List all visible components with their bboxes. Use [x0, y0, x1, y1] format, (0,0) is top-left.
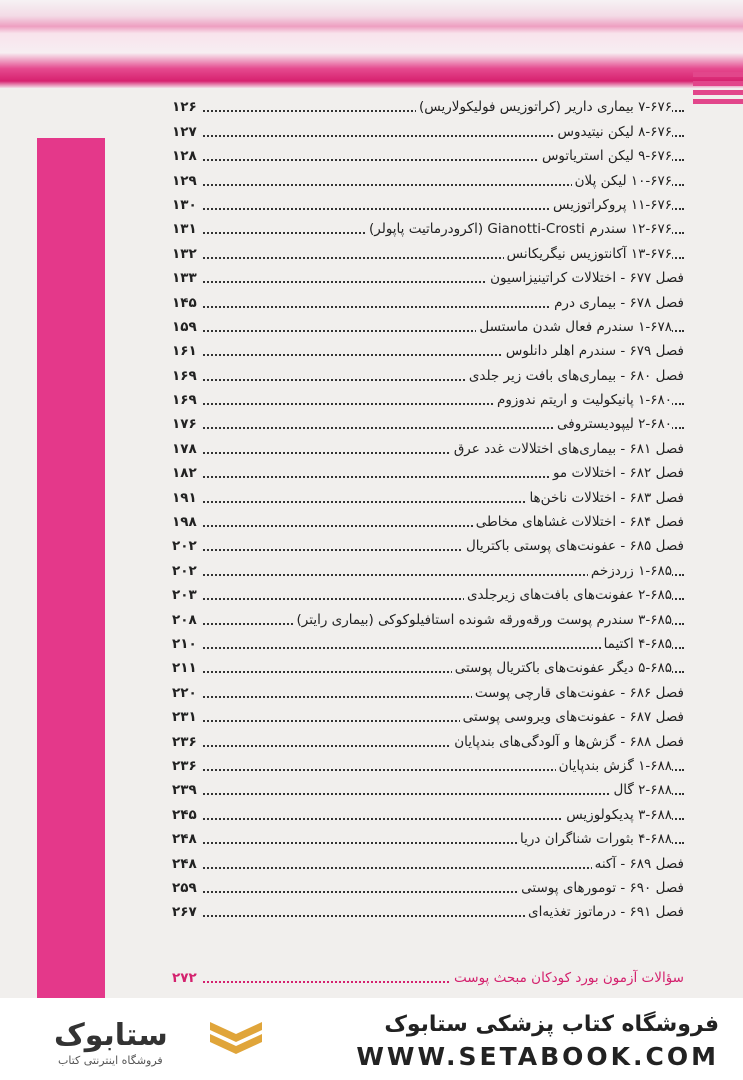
- toc-entry-title: ۴-۶۸۸ بثورات شناگران دریا: [517, 831, 672, 847]
- toc-entry-page: ۲۵۹: [172, 880, 201, 896]
- header-band: [0, 0, 743, 88]
- toc-row: [172, 142, 684, 166]
- toc-row: [172, 556, 684, 580]
- toc-entry-title: ۳-۶۸۸ پدیکولوزیس: [563, 807, 672, 823]
- toc-entry-page: ۲۳۶: [172, 734, 201, 750]
- toc-entry-title: فصل ۶۸۸ - گزش‌ها و آلودگی‌های بندپایان: [451, 734, 684, 750]
- toc-row: [172, 410, 684, 434]
- toc-entry-title: فصل ۶۷۷ - اختلالات کراتینیزاسیون: [487, 270, 684, 286]
- toc-entry-page: ۱۹۱: [172, 490, 201, 506]
- shop-url[interactable]: WWW.SETABOOK.COM: [356, 1042, 719, 1071]
- toc-entry-title: فصل ۶۸۳ - اختلالات ناخن‌ها: [526, 490, 684, 506]
- toc-row: [172, 630, 684, 654]
- toc-entry-title: فصل ۶۸۲ - اختلالات مو: [550, 465, 684, 481]
- toc-row: [172, 654, 684, 678]
- toc-entry-title: ۴-۶۸۵ اکتیما: [601, 636, 672, 652]
- toc-row: [172, 361, 684, 385]
- logo-subtitle: فروشگاه اینترنتی کتاب: [58, 1054, 163, 1067]
- toc-entry-title: ۱۳-۶۷۶ آکانتوزیس نیگریکانس: [504, 246, 672, 262]
- toc-entry-title: فصل ۶۸۱ - بیماری‌های اختلالات غدد عرق: [451, 441, 684, 457]
- toc-entry-title: ۲-۶۸۵ عفونت‌های بافت‌های زیرجلدی: [464, 587, 672, 603]
- toc-entry-page: ۲۳۹: [172, 782, 201, 798]
- toc-entry-title: ۱-۶۸۰ پانیکولیت و اریتم ندوزوم: [494, 392, 672, 408]
- toc-entry-page: ۲۰۳: [172, 587, 201, 603]
- toc-row: [172, 678, 684, 702]
- decorative-stripes: [693, 72, 743, 118]
- toc-entry-page: ۱۲۷: [172, 124, 201, 140]
- toc-entry-page: ۲۴۵: [172, 807, 201, 823]
- toc-entry-title: ۲-۶۸۸ گال: [610, 782, 672, 798]
- toc-entry-page: ۲۰۸: [172, 612, 201, 628]
- toc-row: [172, 825, 684, 849]
- toc-entry-title: فصل ۶۹۱ - درماتوز تغذیه‌ای: [525, 904, 684, 920]
- toc-entry-page: ۱۶۹: [172, 392, 201, 408]
- toc-row: [172, 849, 684, 873]
- toc-entry-title: فصل ۶۸۶ - عفونت‌های قارچی پوست: [472, 685, 684, 701]
- exam-entry: [172, 966, 684, 988]
- toc-row: [172, 800, 684, 824]
- toc-entry-page: ۱۷۶: [172, 416, 201, 432]
- toc-row: [172, 386, 684, 410]
- toc-row: [172, 166, 684, 190]
- toc-row: [172, 581, 684, 605]
- book-logo-icon: [206, 1012, 266, 1062]
- toc-entry-page: ۱۶۹: [172, 368, 201, 384]
- toc-entry-page: ۲۳۱: [172, 709, 201, 725]
- toc-entry-title: فصل ۶۸۷ - عفونت‌های ویروسی پوستی: [460, 709, 684, 725]
- toc-entry-title: ۸-۶۷۶ لیکن نیتیدوس: [555, 124, 672, 140]
- toc-entry-title: فصل ۶۸۰ - بیماری‌های بافت زیر جلدی: [466, 368, 684, 384]
- toc-entry-page: ۱۳۰: [172, 197, 201, 213]
- toc-row: [172, 727, 684, 751]
- toc-entry-page: ۲۲۰: [172, 685, 201, 701]
- toc-entry-title: ۱-۶۸۸ گزش بندپایان: [556, 758, 672, 774]
- logo-title: ستابوک: [54, 1018, 168, 1053]
- toc-entry-title: فصل ۶۸۴ - اختلالات غشاهای مخاطی: [473, 514, 684, 530]
- toc-entry-page: ۲۱۰: [172, 636, 201, 652]
- toc-row: [172, 239, 684, 263]
- exam-entry-page: ۲۷۲: [172, 970, 201, 986]
- toc-entry-title: ۹-۶۷۶ لیکن استریاتوس: [539, 148, 672, 164]
- toc-row: [172, 337, 684, 361]
- toc-row: [172, 459, 684, 483]
- toc-entry-title: فصل ۶۹۰ - تومورهای پوستی: [518, 880, 684, 896]
- toc-entry-title: ۱۰-۶۷۶ لیکن پلان: [572, 173, 672, 189]
- toc-entry-page: ۱۸۲: [172, 465, 201, 481]
- toc-row: [172, 264, 684, 288]
- toc-entry-page: ۱۲۶: [172, 99, 201, 115]
- shop-name: فروشگاه کتاب پزشکی ستابوک: [384, 1012, 719, 1037]
- toc-entry-page: ۱۲۸: [172, 148, 201, 164]
- toc-row: [172, 752, 684, 776]
- toc-row: [172, 508, 684, 532]
- toc-row: [172, 434, 684, 458]
- toc-entry-title: ۳-۶۸۵ سندرم پوست ورقه‌ورقه شونده استافیلوکوکی (بیماری رایتر): [294, 612, 672, 628]
- toc-row: [172, 532, 684, 556]
- toc-row: [172, 288, 684, 312]
- toc-row: [172, 483, 684, 507]
- toc-row: [172, 874, 684, 898]
- toc-entry-page: ۱۹۸: [172, 514, 201, 530]
- footer: [0, 998, 743, 1080]
- toc-entry-page: ۲۰۲: [172, 538, 201, 554]
- toc-entry-page: ۲۴۸: [172, 856, 201, 872]
- toc-entry-title: ۲-۶۸۰ لیپودیستروفی: [554, 416, 672, 432]
- toc-row: [172, 776, 684, 800]
- toc-entry-page: ۲۶۷: [172, 904, 201, 920]
- toc-entry-page: ۱۳۳: [172, 270, 201, 286]
- toc-row: [172, 605, 684, 629]
- toc-row: [172, 191, 684, 215]
- toc-entry-title: ۱-۶۷۸ سندرم فعال شدن ماستسل: [476, 319, 672, 335]
- toc-entry-page: ۱۷۸: [172, 441, 201, 457]
- logo: [18, 1012, 198, 1070]
- toc-entry-title: ۱۱-۶۷۶ پروکراتوزیس: [550, 197, 672, 213]
- toc-entry-page: ۱۳۱: [172, 221, 201, 237]
- toc-entry-title: ۱۲-۶۷۶ سندرم Gianotti-Crosti (اکرودرماتیت پاپولر): [366, 221, 672, 237]
- toc-entry-page: ۱۶۱: [172, 343, 201, 359]
- toc-entry-page: ۱۵۹: [172, 319, 201, 335]
- dot-leader: [172, 793, 684, 795]
- toc-row: [172, 898, 684, 922]
- table-of-contents: [172, 93, 684, 922]
- toc-entry-title: فصل ۶۸۹ - آکنه: [592, 856, 684, 872]
- toc-entry-page: ۲۱۱: [172, 660, 201, 676]
- toc-row: [172, 313, 684, 337]
- toc-entry-title: فصل ۶۷۸ - بیماری درم: [551, 295, 684, 311]
- toc-entry-title: فصل ۶۷۹ - سندرم اهلر دانلوس: [503, 343, 684, 359]
- toc-row: [172, 117, 684, 141]
- toc-entry-page: ۱۴۵: [172, 295, 201, 311]
- toc-entry-title: ۵-۶۸۵ دیگر عفونت‌های باکتریال پوستی: [452, 660, 672, 676]
- toc-row: [172, 215, 684, 239]
- toc-entry-page: ۲۴۸: [172, 831, 201, 847]
- toc-entry-title: ۱-۶۸۵ زردزخم: [588, 563, 672, 579]
- toc-entry-page: ۲۳۶: [172, 758, 201, 774]
- exam-entry-title: سؤالات آزمون بورد کودکان مبحث پوست: [451, 970, 684, 986]
- toc-entry-title: فصل ۶۸۵ - عفونت‌های پوستی باکتریال: [463, 538, 684, 554]
- toc-row: [172, 703, 684, 727]
- toc-entry-page: ۲۰۲: [172, 563, 201, 579]
- side-color-bar: [37, 138, 105, 1000]
- toc-entry-title: ۷-۶۷۶ بیماری داریر (کراتوزیس فولیکولاریس): [416, 99, 672, 115]
- toc-entry-page: ۱۳۲: [172, 246, 201, 262]
- toc-entry-page: ۱۲۹: [172, 173, 201, 189]
- toc-row: [172, 93, 684, 117]
